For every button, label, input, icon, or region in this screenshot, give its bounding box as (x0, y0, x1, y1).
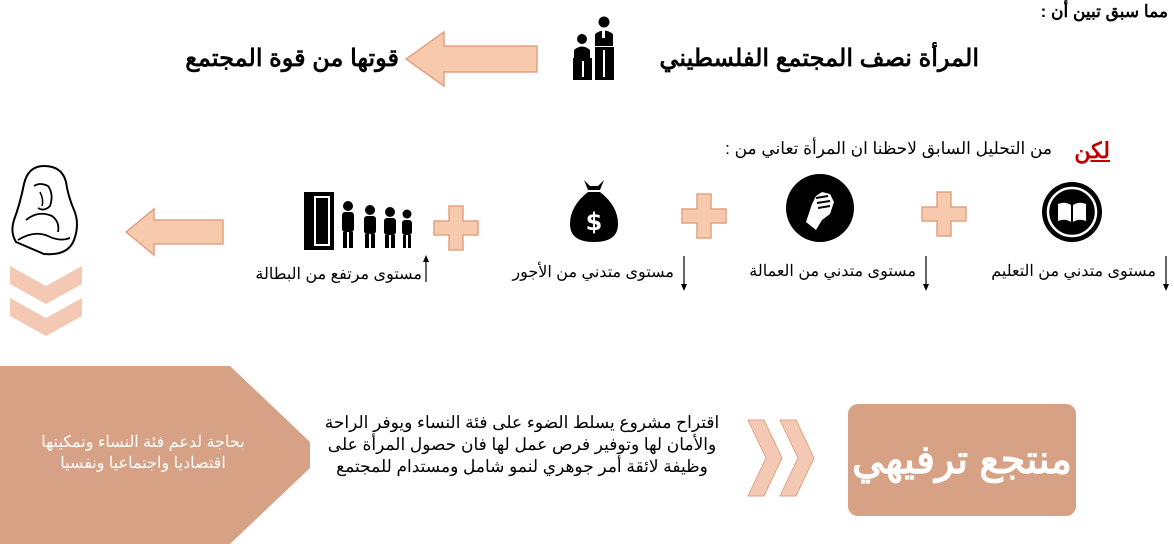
left-arrow-icon (124, 207, 226, 257)
left-arrow-icon (404, 30, 540, 88)
unemployment-queue-icon (302, 190, 414, 252)
item-label-employment: مستوى متدني من العمالة (749, 263, 916, 280)
item-label-education: مستوى متدني من التعليم (991, 263, 1156, 280)
money-bag-icon (566, 176, 622, 244)
proposal-text: اقتراح مشروع يسلط الضوء على فئة النساء ويوفر الراحة والأمان لها وتوفير فرص عمل لها فان حصول المرأة على وظيفة لائقة أمر جوهري لنمو شامل ومستدام للمجتمع (324, 413, 720, 476)
plus-icon (680, 192, 728, 240)
chevron-left-icon (746, 418, 822, 498)
product-text: منتجع ترفيهي (852, 438, 1072, 482)
raised-fist-icon (786, 174, 854, 242)
svg-text:$: $ (585, 208, 603, 236)
book-icon (1042, 182, 1102, 242)
product-box (848, 404, 1076, 516)
need-text: بحاجة لدعم فئة النساء وتمكينها اقتصاديا واجتماعيا ونفسيا (41, 434, 245, 472)
down-arrow-icon (920, 256, 932, 292)
plus-icon (920, 190, 968, 238)
but-word: لكن (1074, 138, 1110, 163)
sad-woman-icon (4, 160, 90, 258)
woman-man-podium-icon (568, 14, 620, 80)
item-label-unemployment: مستوى مرتفع من البطالة (255, 266, 422, 283)
result-text: قوتها من قوة المجتمع (185, 45, 399, 72)
intro-text: من التحليل السابق لاحظنا ان المرأة تعاني من : (725, 139, 1052, 158)
statement-text: المرأة نصف المجتمع الفلسطيني (659, 45, 979, 72)
section-heading: مما سبق تبين أن : (1040, 2, 1168, 21)
item-label-wages: مستوى متدني من الأجور (512, 264, 674, 281)
plus-icon (432, 204, 480, 252)
chevron-down-icon (8, 264, 84, 350)
down-arrow-icon (1160, 256, 1172, 292)
down-arrow-icon (678, 256, 690, 292)
